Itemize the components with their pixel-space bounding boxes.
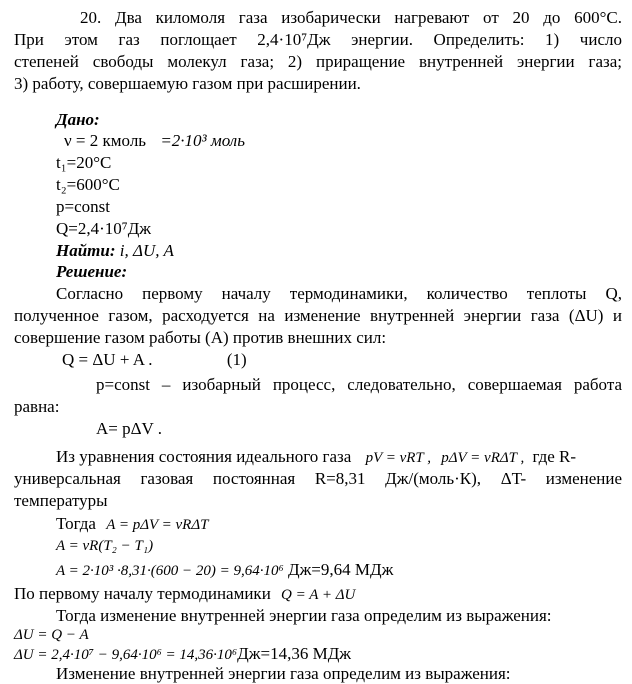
body-s2b: равна: [14, 397, 60, 416]
problem-line-4: 3) работу, совершаемую газом при расширении. [14, 74, 361, 93]
body-s3c: температуры [14, 491, 108, 510]
formula-3 [56, 560, 393, 581]
then-formula: A = pΔV = νRΔT [106, 517, 209, 533]
formula-5-result: Дж=14,36 МДж [237, 644, 352, 663]
first-law-formula: Q = A + ΔU [281, 587, 356, 603]
formula-3-result: Дж=9,64 МДж [283, 560, 394, 579]
find-vars: i, ΔU, A [115, 241, 174, 260]
problem-line-2: При этом газ поглощает 2,4·10⁷Дж энергии. Определить: 1) число [14, 30, 622, 49]
find-line [56, 241, 174, 261]
given-t1: t₁=20°С [56, 153, 112, 172]
given-t2: t₂=600°С [56, 175, 120, 194]
body-s3b: универсальная газовая постоянная R=8,31 Дж/(моль·К), ΔT- изменение [14, 469, 622, 488]
equation-1-number: (1) [226, 350, 247, 369]
solution-heading: Решение: [56, 262, 128, 281]
body-s3a-end: где R- [532, 447, 577, 466]
body-s3a [56, 447, 622, 468]
body-s1c: совершение газом работы (A) против внешних сил: [14, 328, 387, 347]
body-s2a: p=const – изобарный процесс, следовательно, совершаемая работа [96, 375, 622, 394]
given-q: Q=2,4·10⁷Дж [56, 219, 152, 238]
then-line [56, 514, 209, 535]
then2-line: Тогда изменение внутренней энергии газа определим из выражения: [56, 606, 552, 625]
body-s3a-text: Из уравнения состояния идеального газа [56, 447, 352, 466]
given-heading: Дано: [56, 110, 100, 129]
formula-2: A = νR(T₂ − T₁) [56, 538, 154, 554]
body-s1b: полученное газом, расходуется на изменение внутренней энергии газа (ΔU) и [14, 306, 622, 325]
body-s1a: Согласно первому началу термодинамики, количество теплоты Q, [56, 284, 622, 303]
given-nu-left: ν = 2 кмоль [64, 131, 147, 150]
given-nu [64, 131, 245, 151]
formula-5 [14, 644, 351, 665]
body-s3a-formula-1: pV = νRT , [365, 450, 431, 466]
formula-3-expr: A = 2·10³ ·8,31·(600 − 20) = 9,64·10⁶ [56, 563, 284, 579]
problem-line-1: 20. Два киломоля газа изобарически нагревают от 20 до 600°С. [80, 8, 622, 27]
problem-line-3: степеней свободы молекул газа; 2) приращение внутренней энергии газа; [14, 52, 622, 71]
first-law-line [14, 584, 355, 605]
given-p: p=const [56, 197, 110, 216]
body-s3a-formula-2: pΔV = νRΔT , [441, 450, 525, 466]
given-nu-right: =2·10³ моль [160, 131, 245, 150]
then-label: Тогда [56, 514, 96, 533]
formula-5-expr: ΔU = 2,4·10⁷ − 9,64·10⁶ = 14,36·10⁶ [14, 647, 238, 663]
equation-1 [62, 350, 247, 370]
equation-work: A= pΔV . [96, 419, 163, 438]
equation-1-formula: Q = ΔU + A . [62, 350, 153, 369]
formula-4: ΔU = Q − A [14, 627, 89, 643]
first-law-text: По первому началу термодинамики [14, 584, 271, 603]
last-line: Изменение внутренней энергии газа определим из выражения: [56, 664, 511, 683]
find-label: Найти: [56, 241, 116, 260]
